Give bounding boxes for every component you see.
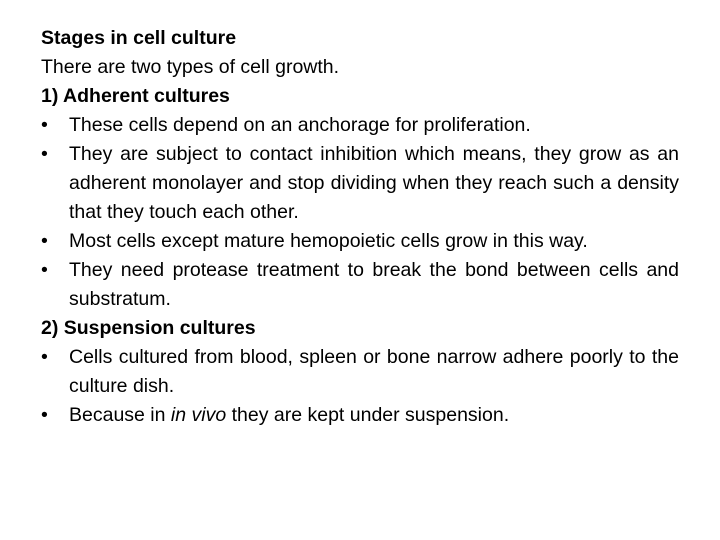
bullet-text: They need protease treatment to break the bond between cells and substratum. <box>69 259 679 310</box>
bullet-glyph: • <box>41 404 48 426</box>
bullet-item <box>41 256 679 314</box>
bullet-text: These cells depend on an anchorage for proliferation. <box>69 114 531 136</box>
section-title-suspension: 2) Suspension cultures <box>41 317 256 339</box>
bullet-item <box>41 343 679 401</box>
bullet-text: Cells cultured from blood, spleen or bone narrow adhere poorly to the culture dish. <box>69 346 679 397</box>
bullet-text-prefix: Because in <box>69 404 166 426</box>
slide-content <box>41 24 679 430</box>
bullet-item <box>41 227 679 256</box>
bullet-glyph: • <box>41 346 48 368</box>
bullet-glyph: • <box>41 143 48 165</box>
bullet-text-suffix: they are kept under suspension. <box>231 404 510 426</box>
bullet-glyph: • <box>41 230 48 252</box>
bullet-glyph: • <box>41 114 48 136</box>
intro-text: There are two types of cell growth. <box>41 56 340 78</box>
bullet-item <box>41 401 679 430</box>
bullet-text-italic: in vivo <box>170 404 227 426</box>
bullet-text: Most cells except mature hemopoietic cells grow in this way. <box>69 230 588 252</box>
bullet-item <box>41 111 679 140</box>
bullet-text: They are subject to contact inhibition which means, they grow as an adherent monolayer and stop dividing when they reach such a density that they touch each other. <box>69 143 679 223</box>
bullet-item <box>41 140 679 227</box>
slide-heading: Stages in cell culture <box>41 27 237 49</box>
bullet-glyph: • <box>41 259 48 281</box>
section-title-adherent: 1) Adherent cultures <box>41 85 230 107</box>
